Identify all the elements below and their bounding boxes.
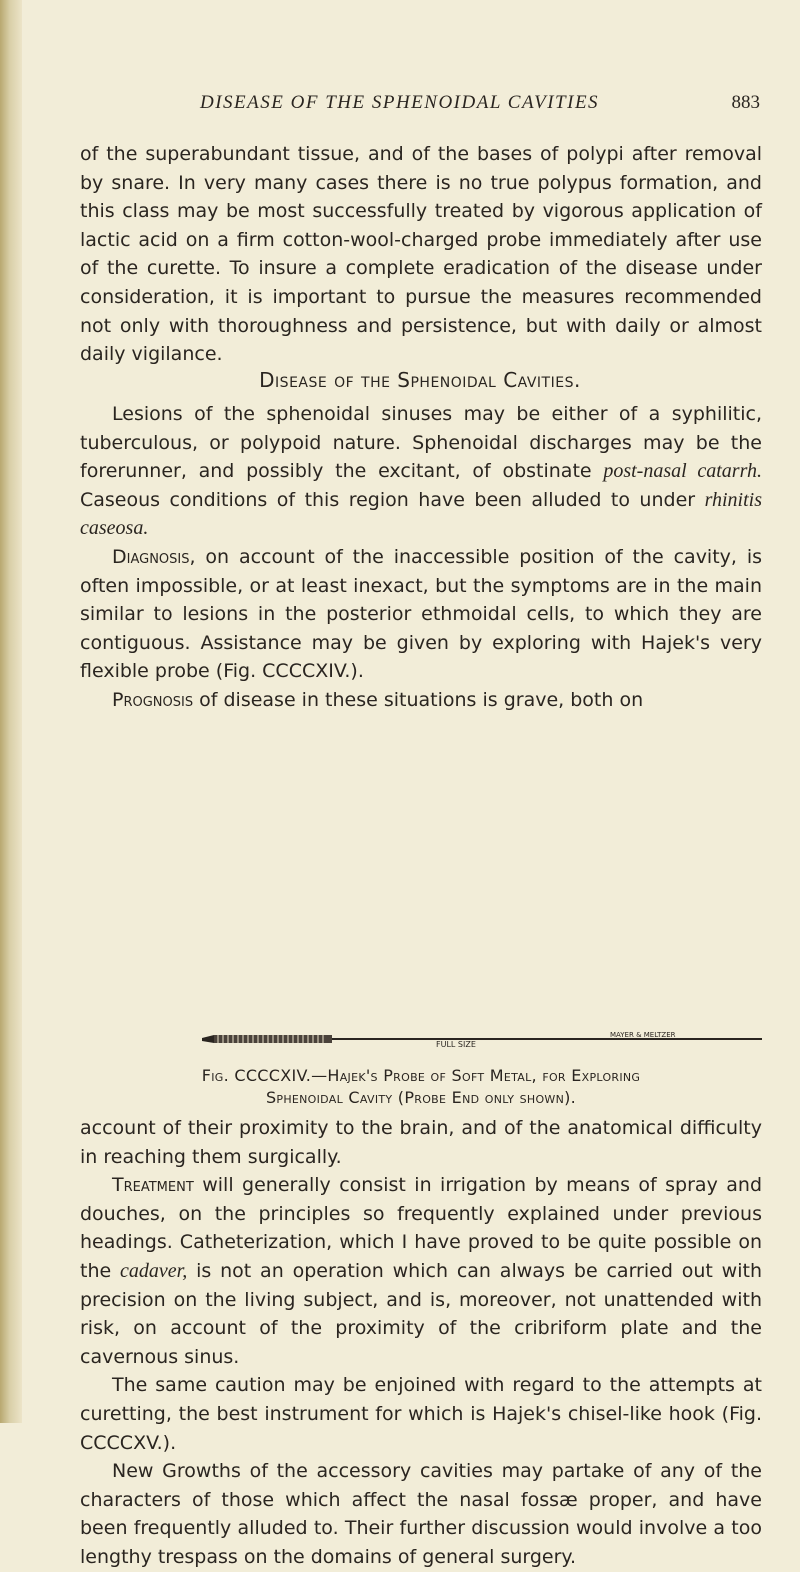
page-number: 883 bbox=[731, 92, 760, 113]
prognosis-lead: Prognosis bbox=[112, 688, 194, 711]
top-paragraph-text: of the superabundant tissue, and of the bases of polypi after removal by snare. In very many cases there is no true polypus formation, and this class may be most successfully treated by vigorous application of lactic acid on a firm cotton-wool-charged probe immediately after use of the curette. To insure a complete eradication of the disease under consideration, it is important to pursue the measures recommended not only with thoroughness and persistence, but with daily or almost daily vigilance. bbox=[80, 143, 762, 366]
growths-text: of the accessory cavities may partake of any of the characters of those which affect the nasal fossæ proper, and have been frequently alluded to. Their further discussion would involve a too lengthy trespass on the domains of general surgery. bbox=[80, 1460, 762, 1568]
paragraph-treatment bbox=[80, 1171, 762, 1371]
figure-caption-line-2: Sphenoidal Cavity (Probe End only shown). bbox=[265, 1088, 577, 1107]
diagnosis-lead: Diagnosis, bbox=[112, 545, 196, 568]
diagnosis-text: on account of the inaccessible position of the cavity, is often impossible, or at least inexact, but the symptoms are in the main similar to lesions in the posterior ethmoidal cells, to which they are contiguous. Assistance may be given by exploring with Hajek's very flexible probe (Fig. CCCCXIV.). bbox=[80, 545, 762, 683]
paragraph-lesions bbox=[80, 400, 762, 543]
paragraph-diagnosis bbox=[80, 543, 762, 686]
probe-tip bbox=[202, 1035, 214, 1043]
body-lower bbox=[80, 1114, 762, 1572]
growths-lead: New Growths bbox=[112, 1460, 241, 1483]
body-upper bbox=[80, 400, 762, 715]
figure-caption bbox=[80, 1065, 762, 1109]
treatment-italic: cadaver, bbox=[120, 1259, 188, 1282]
running-head-title: DISEASE OF THE SPHENOIDAL CAVITIES bbox=[200, 92, 600, 113]
figure-caption-line-1: Fig. CCCCXIV.—Hajek's Probe of Soft Metal, for Exploring bbox=[201, 1066, 641, 1085]
section-heading: Disease of the Sphenoidal Cavities. bbox=[259, 368, 581, 392]
lesions-italic-2: rhinitis caseosa. bbox=[80, 488, 762, 540]
paragraph-continue: account of their proximity to the brain, and of the anatomical difficulty in reaching them surgically. bbox=[80, 1117, 762, 1168]
probe-label-size: FULL SIZE bbox=[436, 1040, 476, 1048]
paragraph-prognosis bbox=[80, 686, 762, 715]
probe-maker-mark: MAYER & MELTZER bbox=[610, 1032, 676, 1039]
running-head bbox=[80, 92, 760, 118]
probe-illustration bbox=[200, 1032, 765, 1048]
treatment-text-1: will generally consist in irrigation by means of spray and douches, on the principles so frequently explained under previous headings. Catheterization, which I have proved to be quite possible on the bbox=[80, 1174, 762, 1282]
book-spine-shadow bbox=[0, 0, 22, 1423]
prognosis-text: of disease in these situations is grave, both on bbox=[193, 688, 644, 711]
lesions-italic-1: post-nasal catarrh. bbox=[603, 460, 762, 483]
lesions-text-1: Lesions of the sphenoidal sinuses may be either of a syphilitic, tuberculous, or polypoid nature. Sphenoidal discharges may be the forerunner, and possibly the excitant, of obstinate bbox=[80, 403, 762, 483]
treatment-lead: Treatment bbox=[112, 1174, 194, 1197]
lesions-text-2: Caseous conditions of this region have been alluded to under bbox=[80, 488, 705, 511]
paragraph-caution: The same caution may be enjoined with regard to the attempts at curetting, the best instrument for which is Hajek's chisel-like hook (Fig. CCCCXV.). bbox=[80, 1374, 762, 1454]
treatment-text-2: is not an operation which can always be carried out with precision on the living subject, and is, moreover, not unattended with risk, on account of the proximity of the cribriform plate and the cavernous sinus. bbox=[80, 1259, 762, 1368]
paragraph-growths bbox=[80, 1457, 762, 1571]
top-paragraph bbox=[80, 140, 762, 369]
